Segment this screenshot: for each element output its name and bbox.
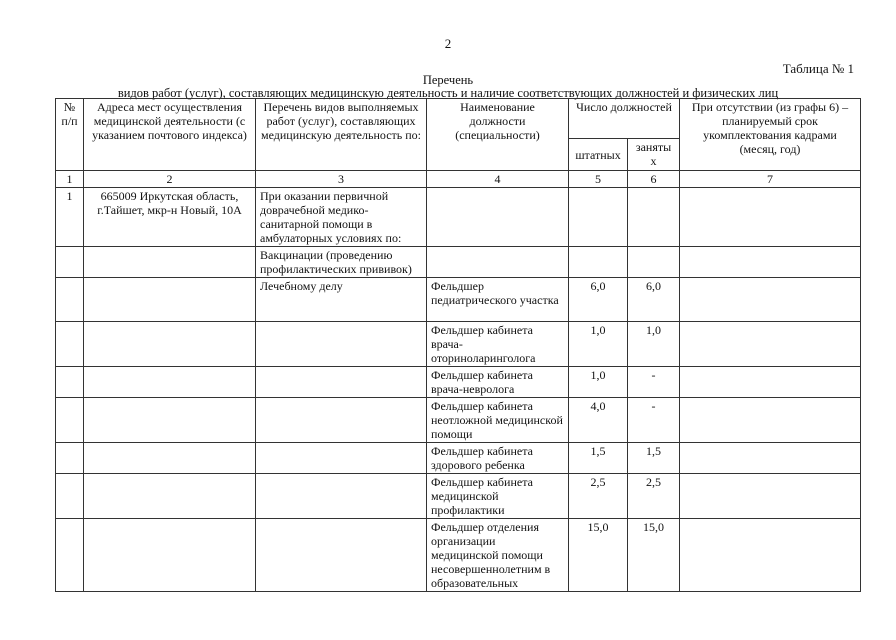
cell-staff: [569, 188, 628, 247]
cell-occupied: 15,0: [628, 519, 680, 592]
title-line-1: Перечень: [422, 73, 474, 87]
column-number: 4: [427, 171, 569, 188]
table-row: [56, 278, 861, 322]
table-row: [56, 247, 861, 278]
title-line-2: видов работ (услуг), составляющих медицинскую деятельность и наличие соответствующих должностей и физических лиц: [117, 86, 779, 100]
cell-position: [427, 188, 569, 247]
cell-staff: 4,0: [569, 398, 628, 443]
cell-staff: 6,0: [569, 278, 628, 322]
cell-position: Фельдшер кабинета врача-оториноларинголога: [427, 322, 569, 367]
table-row: [56, 188, 861, 247]
cell-work: [256, 367, 427, 398]
cell-occupied: 1,0: [628, 322, 680, 367]
table-body: [56, 188, 861, 592]
cell-number: 1: [56, 188, 84, 247]
cell-occupied: 6,0: [628, 278, 680, 322]
table-row: [56, 519, 861, 592]
cell-number: [56, 247, 84, 278]
column-number: 6: [628, 171, 680, 188]
cell-work: [256, 519, 427, 592]
services-table: [55, 98, 861, 592]
cell-number: [56, 519, 84, 592]
cell-work: [256, 322, 427, 367]
column-number: 7: [680, 171, 861, 188]
cell-number: [56, 278, 84, 322]
table-row: [56, 474, 861, 519]
header-number: № п/п: [56, 99, 84, 171]
table-header: [56, 99, 861, 188]
cell-address: [84, 278, 256, 322]
cell-staff: 1,5: [569, 443, 628, 474]
page-number: 2: [444, 36, 452, 51]
cell-planned: [680, 367, 861, 398]
cell-occupied: 1,5: [628, 443, 680, 474]
cell-position: Фельдшер кабинета неотложной медицинской помощи: [427, 398, 569, 443]
cell-work: При оказании первичной доврачебной медико-санитарной помощи в амбулаторных условиях по:: [256, 188, 427, 247]
header-planned-date: При отсутствии (из графы 6) – планируемый срок укомплектования кадрами (месяц, год): [680, 99, 861, 171]
cell-planned: [680, 398, 861, 443]
header-works: Перечень видов выполняемых работ (услуг), составляющих медицинскую деятельность по:: [256, 99, 427, 171]
cell-address: [84, 398, 256, 443]
cell-occupied: -: [628, 398, 680, 443]
cell-occupied: [628, 247, 680, 278]
cell-address: [84, 443, 256, 474]
cell-position: Фельдшер кабинета врача-невролога: [427, 367, 569, 398]
cell-work: [256, 443, 427, 474]
cell-planned: [680, 188, 861, 247]
cell-staff: 15,0: [569, 519, 628, 592]
cell-position: Фельдшер педиатрического участка: [427, 278, 569, 322]
header-positions-count: Число должностей: [569, 99, 680, 139]
cell-position: [427, 247, 569, 278]
cell-number: [56, 367, 84, 398]
cell-work: [256, 398, 427, 443]
cell-address: [84, 474, 256, 519]
header-occupied: заняты х: [628, 139, 680, 171]
cell-work: Лечебному делу: [256, 278, 427, 322]
cell-planned: [680, 443, 861, 474]
cell-occupied: -: [628, 367, 680, 398]
cell-address: [84, 519, 256, 592]
cell-address: [84, 367, 256, 398]
cell-occupied: 2,5: [628, 474, 680, 519]
cell-planned: [680, 278, 861, 322]
table-row: [56, 322, 861, 367]
cell-planned: [680, 322, 861, 367]
cell-number: [56, 398, 84, 443]
column-number: 3: [256, 171, 427, 188]
column-number: 1: [56, 171, 84, 188]
cell-staff: 1,0: [569, 322, 628, 367]
cell-staff: 2,5: [569, 474, 628, 519]
header-position: Наименование должности (специальности): [427, 99, 569, 171]
table-label: Таблица № 1: [782, 61, 854, 76]
cell-address: 665009 Иркутская область, г.Тайшет, мкр-н Новый, 10А: [84, 188, 256, 247]
cell-position: Фельдшер кабинета медицинской профилактики: [427, 474, 569, 519]
cell-address: [84, 322, 256, 367]
cell-number: [56, 474, 84, 519]
cell-address: [84, 247, 256, 278]
cell-number: [56, 443, 84, 474]
cell-staff: 1,0: [569, 367, 628, 398]
cell-number: [56, 322, 84, 367]
cell-planned: [680, 519, 861, 592]
table-row: [56, 367, 861, 398]
cell-work: [256, 474, 427, 519]
cell-work: Вакцинации (проведению профилактических прививок): [256, 247, 427, 278]
cell-position: Фельдшер кабинета здорового ребенка: [427, 443, 569, 474]
table-row: [56, 443, 861, 474]
header-address: Адреса мест осуществления медицинской деятельности (с указанием почтового индекса): [84, 99, 256, 171]
cell-position: Фельдшер отделения организации медицинской помощи несовершеннолетним в образовательных: [427, 519, 569, 592]
column-numbers-row: [56, 171, 861, 188]
header-staff: штатных: [569, 139, 628, 171]
column-number: 5: [569, 171, 628, 188]
cell-occupied: [628, 188, 680, 247]
cell-planned: [680, 247, 861, 278]
cell-staff: [569, 247, 628, 278]
cell-planned: [680, 474, 861, 519]
column-number: 2: [84, 171, 256, 188]
table-row: [56, 398, 861, 443]
